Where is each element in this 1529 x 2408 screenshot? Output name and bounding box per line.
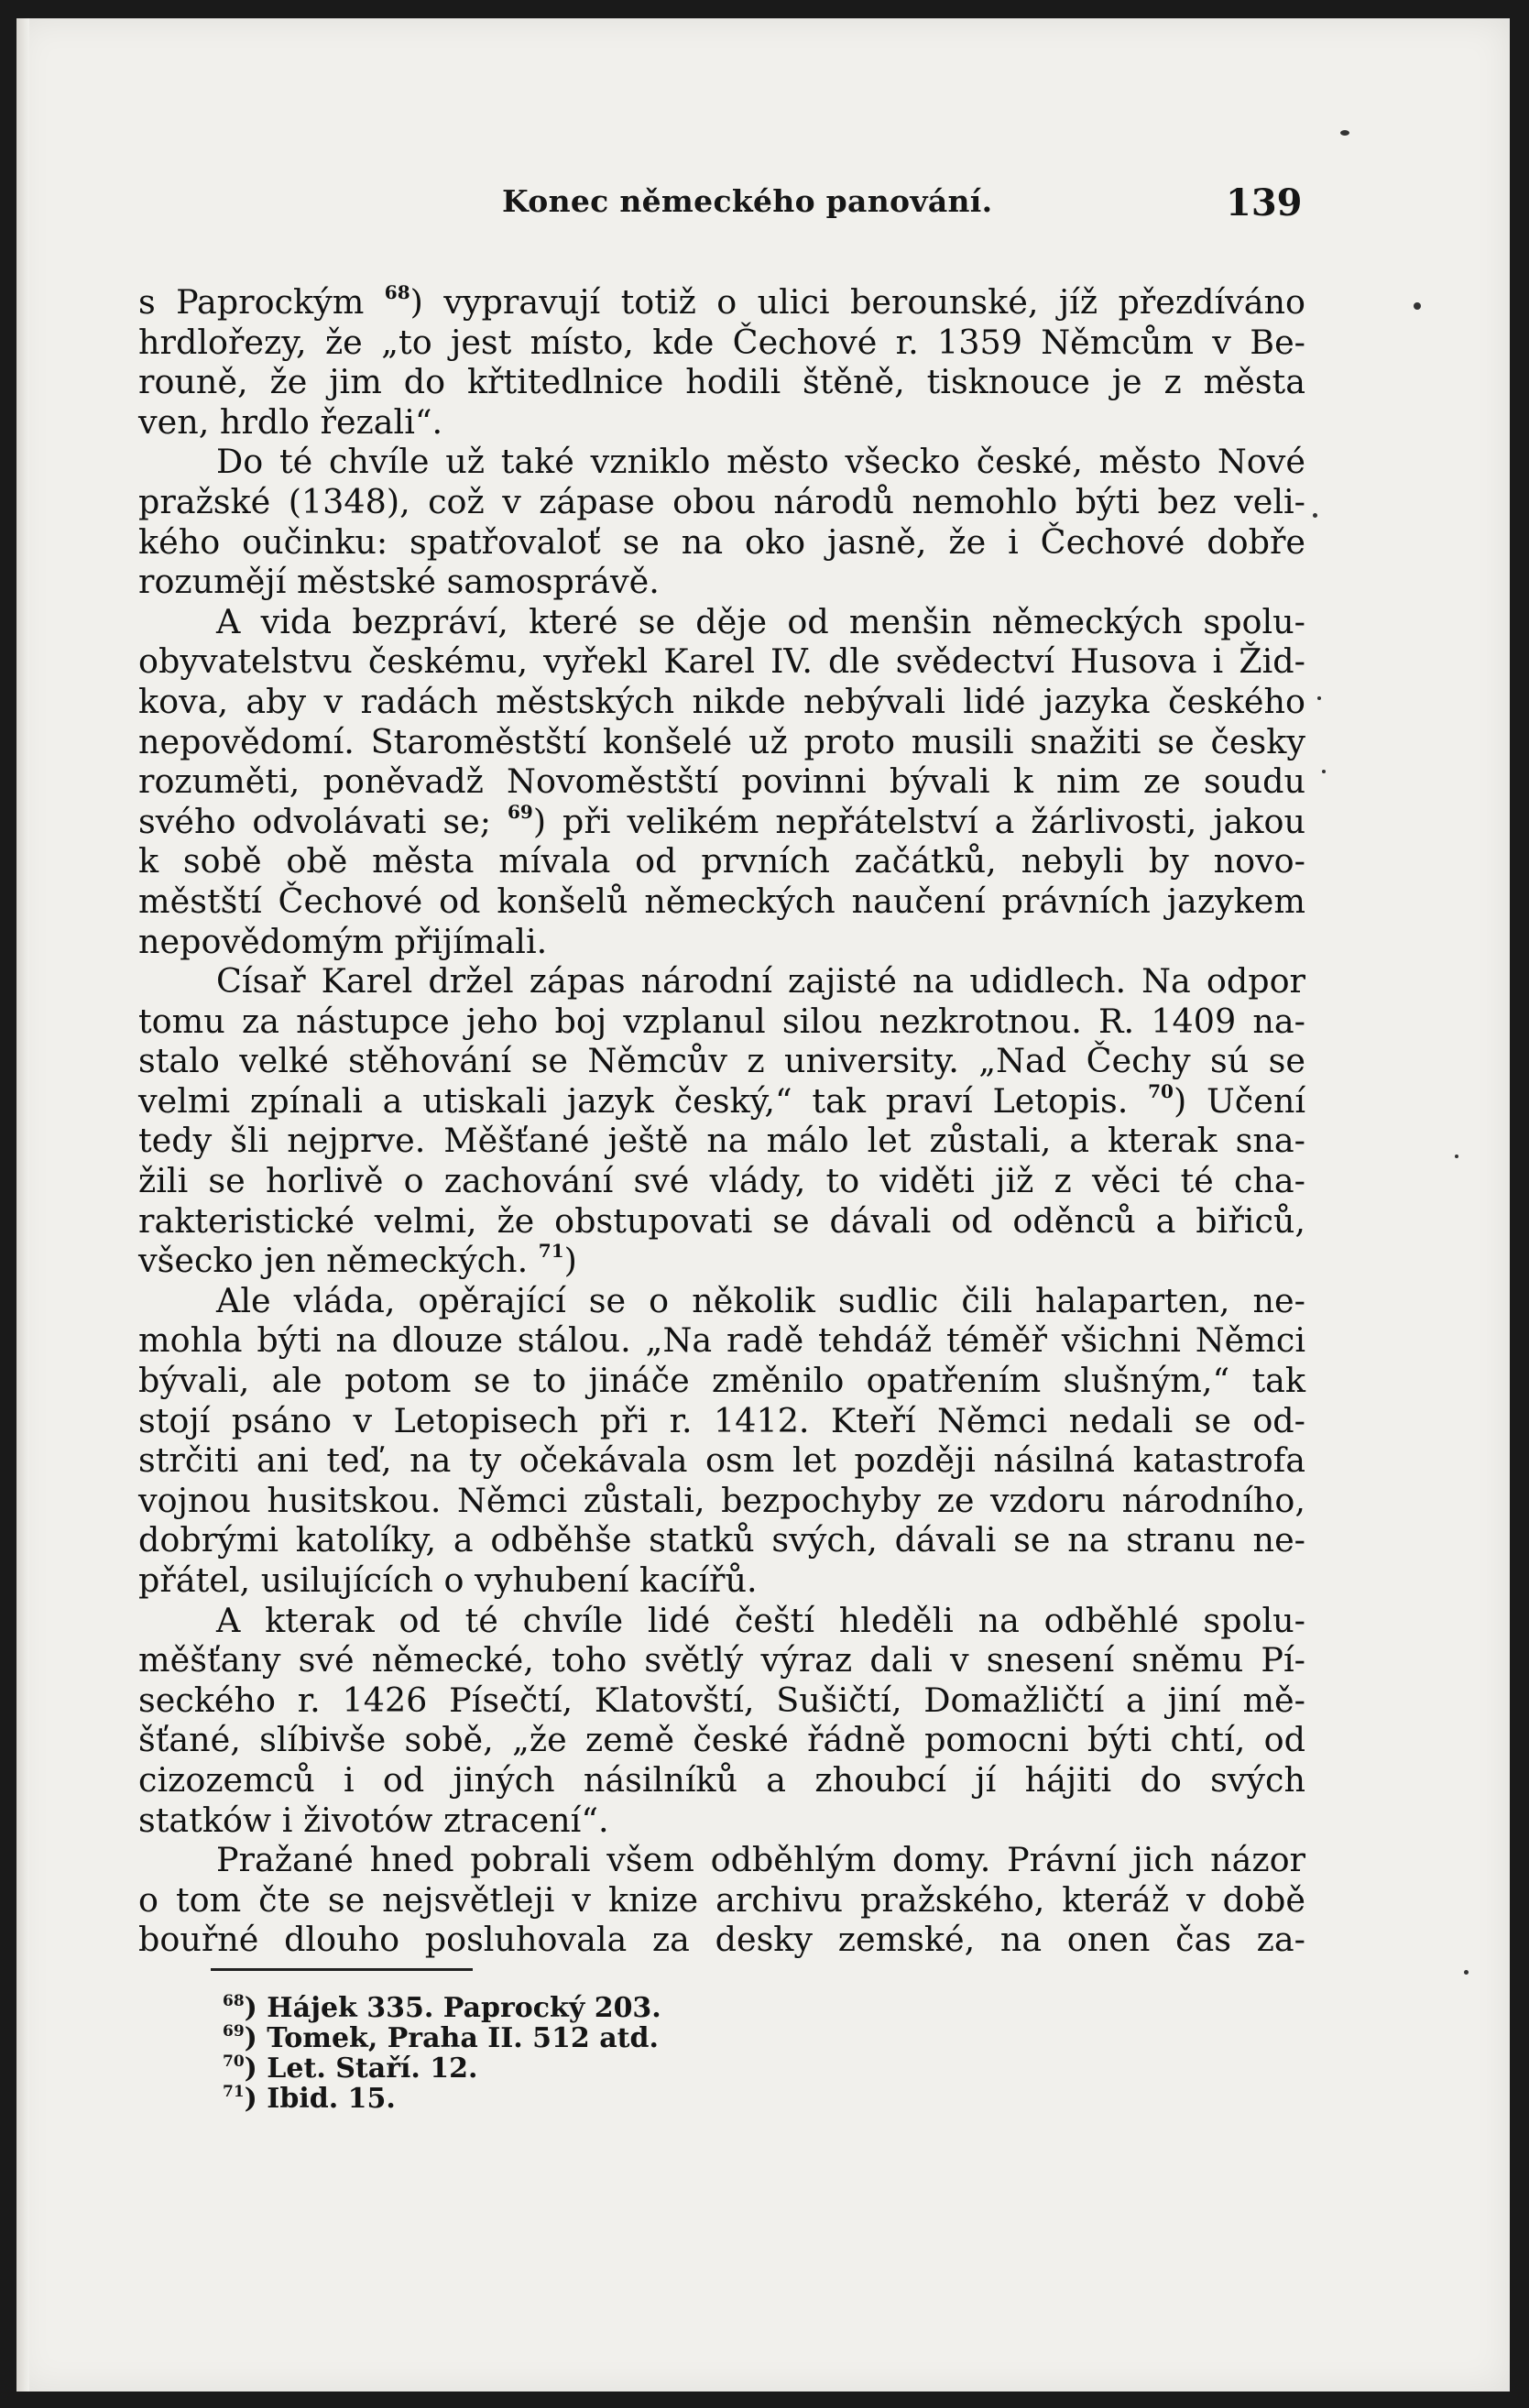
text-line (138, 1481, 1305, 1521)
text-line-content: stalo velké stěhování se Němcův z university. „Nad Čechy sú se (138, 1041, 1305, 1081)
text-line (138, 1161, 1305, 1201)
text-line (138, 961, 1305, 1002)
text-line-content: nepovědomí. Staroměstští konšelé už proto musili snažiti se česky (138, 721, 1305, 761)
text-line (138, 1401, 1305, 1441)
text-line-continuation: ) při velikém nepřátelství a žárlivosti, jakou (532, 801, 1305, 841)
text-line-content: A vida bezpráví, které se děje od menšin německých spolu- (216, 601, 1305, 641)
page-header (16, 174, 1510, 224)
text-line-content: strčiti ani teď, na ty očekávala osm let později násilná katastrofa (138, 1440, 1305, 1481)
text-line-content: tedy šli nejprve. Měšťané ještě na málo let zůstali, a kterak sna- (138, 1121, 1305, 1161)
scan-speck (1317, 696, 1321, 700)
text-line (138, 1281, 1305, 1321)
scan-speck (1313, 513, 1317, 518)
text-line-content: cizozemců i od jiných násilníků a zhoubcí jí hájiti do svých (138, 1759, 1305, 1800)
text-line (138, 881, 1305, 922)
book-page (16, 18, 1510, 2392)
text-line-content: velmi zpínali a utiskali jazyk český,“ tak praví Letopis. (138, 1080, 1149, 1121)
text-line-content: Do té chvíle už také vzniklo město všecko české, město Nové (216, 442, 1305, 482)
text-line-content: žili se horlivě o zachování své vlády, to viděti již z věci té cha- (138, 1161, 1305, 1201)
footnote-text: ) Hájek 335. Paprocký 203. (244, 1992, 661, 2024)
text-line (138, 602, 1305, 642)
running-title: Konec německého panování. (502, 183, 993, 219)
footnote-reference: 69 (508, 800, 533, 823)
text-line (138, 1880, 1305, 1921)
scan-speck (1464, 1970, 1469, 1975)
text-line (138, 362, 1305, 402)
text-line-content: přátel, usilujících o vyhubení kacířů. (138, 1560, 758, 1600)
text-line (138, 1560, 1305, 1601)
footnote-mark: 69 (223, 2022, 245, 2041)
text-line (138, 1760, 1305, 1801)
text-line-content: statków i životów ztracení“. (138, 1800, 609, 1840)
scan-speck (1455, 1155, 1458, 1158)
footnote-mark: 70 (223, 2052, 245, 2071)
text-line (138, 841, 1305, 881)
text-line-content: k sobě obě města mívala od prvních začátků, nebyli by novo- (138, 841, 1305, 881)
text-line-content: bouřné dlouho posluhovala za desky zemské, na onen čas za- (138, 1920, 1305, 1960)
text-line (138, 1361, 1305, 1401)
footnotes (223, 1993, 864, 2114)
body-text (138, 282, 1305, 1960)
text-line (138, 1041, 1305, 1081)
scan-speck (1322, 770, 1326, 773)
text-line (138, 1320, 1305, 1361)
text-line-content: hrdlořezy, že „to jest místo, kde Čechové r. 1359 Němcům v Be- (138, 322, 1305, 362)
text-line (138, 761, 1305, 802)
footnote-mark: 71 (223, 2083, 245, 2101)
footnote (223, 2023, 864, 2053)
text-line (138, 641, 1305, 682)
text-line (138, 482, 1305, 522)
footnote-reference: 70 (1148, 1079, 1174, 1102)
text-line-continuation: ) (563, 1241, 577, 1281)
text-line-content: všecko jen německých. (138, 1241, 539, 1281)
text-line (138, 722, 1305, 762)
footnote-reference: 71 (538, 1240, 564, 1263)
text-line-content: bývali, ale potom se to jináče změnilo opatřením slušným,“ tak (138, 1361, 1305, 1401)
text-line (138, 402, 1305, 443)
footnote-rule (211, 1968, 473, 1971)
footnote-reference: 68 (384, 281, 410, 303)
text-line (138, 562, 1305, 602)
text-line (138, 1801, 1305, 1841)
footnote-text: ) Ibid. 15. (244, 2083, 396, 2115)
text-line-content: stojí psáno v Letopisech při r. 1412. Kteří Němci nedali se od- (138, 1400, 1305, 1440)
text-line (138, 282, 1305, 323)
text-line-content: pražské (1348), což v zápase obou národů nemohlo býti bez veli- (138, 481, 1305, 521)
text-line-content: ven, hrdlo řezali“. (138, 401, 443, 442)
text-line (138, 1121, 1305, 1161)
text-line-content: Pražané hned pobrali všem odběhlým domy. Právní jich názor (216, 1840, 1305, 1880)
text-line (138, 1601, 1305, 1641)
text-line-content: svého odvolávati se; (138, 801, 508, 841)
text-line (138, 682, 1305, 722)
text-line (138, 1241, 1305, 1281)
text-line-content: rozumějí městské samosprávě. (138, 562, 660, 602)
text-line (138, 442, 1305, 482)
footnote (223, 1993, 864, 2023)
text-line (138, 802, 1305, 842)
text-line (138, 1920, 1305, 1960)
text-line-content: s Paprockým (138, 282, 385, 322)
text-line (138, 1520, 1305, 1560)
text-line (138, 1840, 1305, 1880)
footnote-text: ) Tomek, Praha II. 512 atd. (244, 2022, 659, 2054)
text-line-continuation: ) vypravují totiž o ulici berounské, jíž přezdíváno (410, 282, 1305, 322)
text-line (138, 522, 1305, 563)
page-number: 139 (1226, 181, 1303, 224)
text-line-content: kého oučinku: spatřovaloť se na oko jasně, že i Čechové dobře (138, 521, 1305, 562)
text-line-content: rakteristické velmi, že obstupovati se dávali od oděnců a biřiců, (138, 1200, 1305, 1241)
footnote (223, 2053, 864, 2084)
text-line (138, 323, 1305, 363)
text-line-content: tomu za nástupce jeho boj vzplanul silou nezkrotnou. R. 1409 na- (138, 1001, 1305, 1041)
text-line-content: nepovědomým přijímali. (138, 921, 548, 961)
text-line-continuation: ) Učení (1173, 1080, 1305, 1121)
footnote-mark: 68 (223, 1992, 245, 2010)
text-line-content: Ale vláda, opěrající se o několik sudlic čili halaparten, ne- (216, 1280, 1305, 1320)
text-line-content: Císař Karel držel zápas národní zajisté na udidlech. Na odpor (216, 961, 1305, 1002)
footnote (223, 2084, 864, 2114)
text-line-content: rouně, že jim do křtitedlnice hodili štěně, tisknouce je z města (138, 362, 1305, 402)
text-line-content: dobrými katolíky, a odběhše statků svých, dávali se na stranu ne- (138, 1520, 1305, 1560)
text-line-content: o tom čte se nejsvětleji v knize archivu pražského, kteráž v době (138, 1879, 1305, 1920)
text-line (138, 1081, 1305, 1122)
text-line-content: mohla býti na dlouze stálou. „Na radě tehdáž téměř všichni Němci (138, 1320, 1305, 1361)
text-line-content: měšťany své německé, toho světlý výraz dali v snesení sněmu Pí- (138, 1640, 1305, 1680)
text-line (138, 1640, 1305, 1680)
footnote-text: ) Let. Staří. 12. (244, 2052, 478, 2085)
scan-speck (1414, 302, 1421, 310)
text-line-content: vojnou husitskou. Němci zůstali, bezpochyby ze vzdoru národního, (138, 1480, 1305, 1520)
text-line (138, 1720, 1305, 1760)
text-line-content: seckého r. 1426 Písečtí, Klatovští, Sušičtí, Domažličtí a jiní mě- (138, 1680, 1305, 1720)
text-line-content: obyvatelstvu českému, vyřekl Karel IV. dle svědectví Husova i Žid- (138, 641, 1305, 682)
text-line (138, 1680, 1305, 1721)
text-line (138, 1440, 1305, 1481)
text-line-content: A kterak od té chvíle lidé čeští hleděli na odběhlé spolu- (216, 1600, 1305, 1640)
scan-speck (1340, 130, 1349, 136)
text-line-content: rozuměti, poněvadž Novoměstští povinni bývali k nim ze soudu (138, 761, 1305, 802)
text-line-content: městští Čechové od konšelů německých naučení právních jazykem (138, 881, 1305, 921)
text-line-content: šťané, slíbivše sobě, „že země české řádně pomocni býti chtí, od (138, 1720, 1305, 1760)
text-line-content: kova, aby v radách městských nikde nebývali lidé jazyka českého (138, 681, 1305, 721)
text-line (138, 1002, 1305, 1042)
text-line (138, 922, 1305, 962)
text-line (138, 1201, 1305, 1242)
